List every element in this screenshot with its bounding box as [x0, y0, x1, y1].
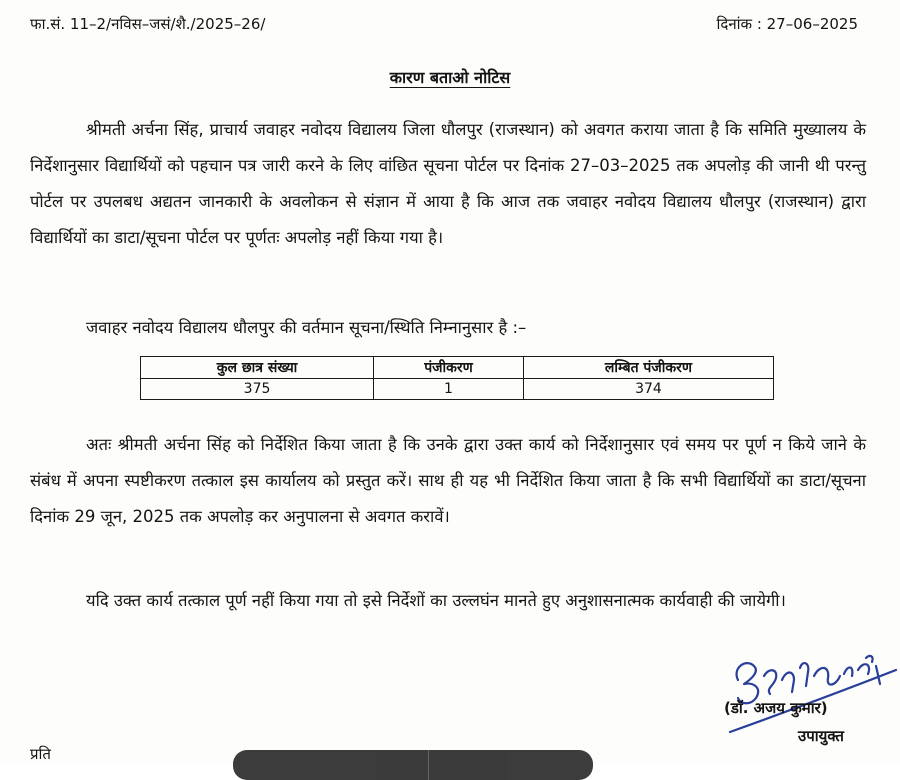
- notice-title-text: कारण बताओ नोटिस: [389, 68, 511, 87]
- paragraph-intro: श्रीमती अर्चना सिंह, प्राचार्य जवाहर नवोदय विद्यालय जिला धौलपुर (राजस्थान) को अवगत कराया जाता है कि समिति मुख्यालय के निर्देशानुसार विद्यार्थियों को पहचान पत्र जारी करने के लिए वांछित सूचना पोर्टल पर दिनांक 27–03–2025 तक अपलोड़ की जानी थी परन्तु पोर्टल पर उपलबध अद्यतन जानकारी के अवलोकन से संज्ञान में आया है कि आज तक जवाहर नवोदय विद्यालय धौलपुर (राजस्थान) द्वारा विद्यार्थियों का डाटा/सूचना पोर्टल पर पूर्णतः अपलोड़ नहीं किया गया है।: [30, 120, 866, 247]
- file-number: फा.सं. 11–2/नविस–जसं/शै./2025–26/: [30, 15, 266, 33]
- signatory-designation: उपायुक्त: [798, 727, 844, 745]
- header-registered: पंजीकरण: [374, 357, 524, 379]
- notice-title: [0, 66, 900, 88]
- notice-date: दिनांक : 27–06–2025: [716, 15, 858, 33]
- paragraph-directive: अतः श्रीमती अर्चना सिंह को निर्देशित किया जाता है कि उनके द्वारा उक्त कार्य को निर्देशानुसार एवं समय पर पूर्ण न किये जाने के संबंध में अपना स्पष्टीकरण तत्काल इस कार्यालय को प्रस्तुत करें। साथ ही यह भी निर्देशित किया जाता है कि सभी विद्यार्थियों का डाटा/सूचना दिनांक 29 जून, 2025 तक अपलोड़ कर अनुपालना से अवगत करावें।: [30, 435, 866, 526]
- header-row: [30, 14, 858, 34]
- header-total-students: कुल छात्र संख्या: [141, 357, 374, 379]
- copy-to-label: प्रति: [30, 745, 51, 763]
- viewer-toolbar[interactable]: [233, 750, 593, 780]
- status-table: [140, 356, 774, 400]
- cell-pending: 374: [523, 379, 773, 400]
- signature-block: [690, 640, 900, 750]
- paragraph-status-lead: जवाहर नवोदय विद्यालय धौलपुर की वर्तमान सूचना/स्थिति निम्नानुसार है :–: [86, 318, 527, 337]
- toolbar-divider: [428, 750, 429, 780]
- header-pending: लम्बित पंजीकरण: [523, 357, 773, 379]
- cell-registered: 1: [374, 379, 524, 400]
- handwritten-signature-icon: [690, 640, 900, 740]
- cell-total-students: 375: [141, 379, 374, 400]
- signatory-name: (डॉ. अजय कुमार): [724, 699, 828, 717]
- paragraph-warning: यदि उक्त कार्य तत्काल पूर्ण नहीं किया गया तो इसे निर्देशों का उल्लघंन मानते हुए अनुशासनात्मक कार्यवाही की जायेगी।: [86, 591, 786, 610]
- table-header-row: [141, 357, 774, 379]
- table-row: [141, 379, 774, 400]
